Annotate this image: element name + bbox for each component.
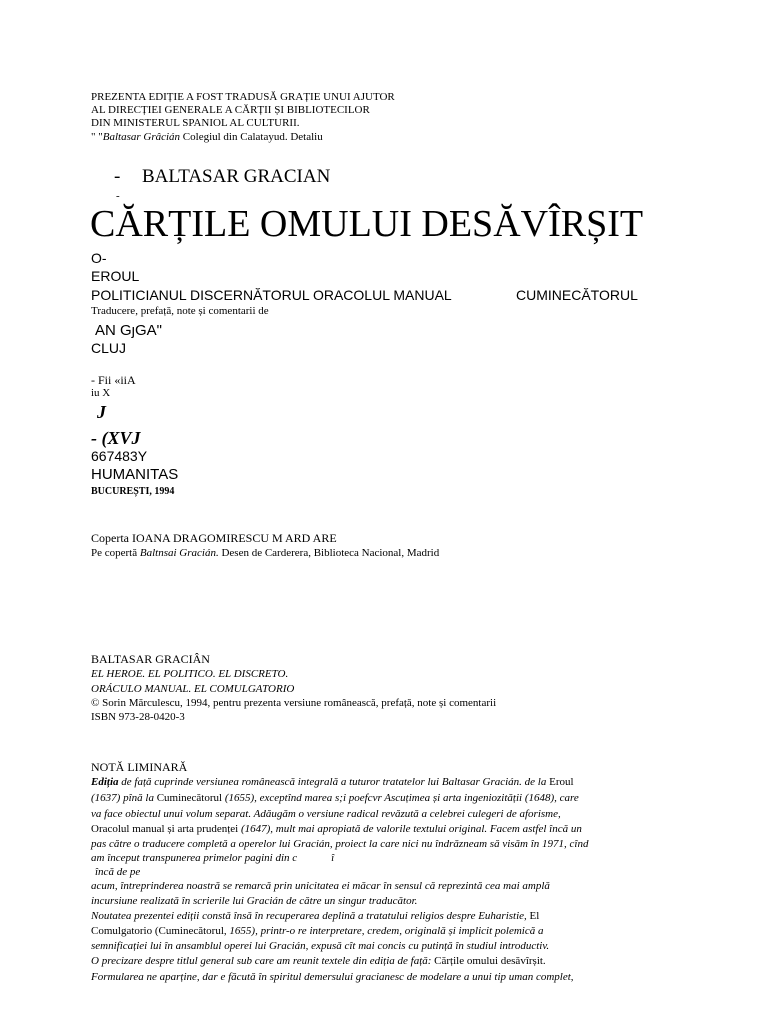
paragraph-line	[91, 852, 334, 865]
cover-credit-prefix: Pe copertă	[91, 547, 140, 559]
stamp-text: J	[97, 402, 106, 422]
text-italic: î	[331, 852, 335, 864]
text-italic: de față cuprinde versiunea românească integrală a tuturor tratatelor lui Baltasar Gracián. de la	[118, 776, 550, 788]
translation-note-line: DIN MINISTERUL SPANIOL AL CULTURII.	[91, 117, 300, 129]
stamp-text: iu X	[91, 387, 111, 399]
paragraph-line	[91, 910, 539, 923]
caption-rest: Colegiul din Calatayud. Detaliu	[180, 131, 323, 143]
caption-quote-mark: " "	[91, 131, 103, 143]
publisher: HUMANITAS	[91, 466, 179, 483]
translation-note-line: PREZENTA EDIȚIE A FOST TRADUSĂ GRAȚIE UNUI AJUTOR	[91, 91, 395, 103]
text-italic: (1655), exceptînd marea s;i poefcvr Ascuțimea și arta ingeniozității (1648), care	[222, 792, 579, 804]
cover-credit-rest: Desen de Carderera, Biblioteca Nacional, Madrid	[218, 547, 440, 559]
paragraph-line: încă de pe	[95, 866, 141, 878]
paragraph-line: incursiune realizată în scrierile lui Gracián de către un singur traducător.	[91, 895, 418, 907]
cover-credit-italic: Baltnsai Gracián.	[139, 547, 219, 559]
paragraph-line	[91, 955, 546, 968]
text-italic: 1655), printr-o re interpretare, credem, originală și implicit polemică a	[229, 925, 544, 937]
text-italic: (1637) pînă la	[91, 792, 157, 804]
stamp-text: - Fii «iiA	[91, 373, 136, 387]
cover-credit: Coperta IOANA DRAGOMIRESCU M ARD ARE	[91, 531, 337, 545]
copyright-line: © Sorin Mărculescu, 1994, pentru prezenta versiune românească, prefață, note și comentarii	[91, 697, 497, 709]
author-dash: -	[114, 166, 121, 187]
original-author: BALTASAR GRACIÂN	[91, 652, 210, 666]
small-dash: -	[116, 190, 120, 202]
caption-italic: Baltasar Grâcián	[102, 131, 181, 143]
isbn: ISBN 973-28-0420-3	[91, 711, 185, 723]
text-normal: Oracolul manual și arta prudenței	[91, 823, 239, 835]
book-title: CĂRȚILE OMULUI DESĂVÎRȘIT	[90, 203, 644, 245]
text-bold: Ediția	[91, 776, 119, 788]
translator-line: Traducere, prefață, note și comentarii de	[91, 305, 269, 317]
author-name: BALTASAR GRACIAN	[142, 166, 331, 187]
work-title: CUMINECĂTORUL	[516, 287, 638, 303]
cover-credit-detail	[91, 547, 439, 560]
paragraph-line: Formularea ne aparține, dar e făcută în spiritul demersului gracianesc de modelare a unui tip uman complet,	[91, 971, 574, 983]
work-title: EROUL	[91, 268, 140, 284]
publisher-place: BUCUREȘTI, 1994	[91, 486, 175, 497]
stamp-text: - (XVJ	[91, 428, 141, 448]
cover-illustration-caption	[91, 131, 323, 144]
paragraph-line	[91, 776, 574, 789]
o-mark: O-	[91, 250, 107, 266]
text-italic: (1647), mult mai apropiată de valorile textului original. Facem astfel încă un	[238, 823, 582, 835]
inventory-number: 667483Y	[91, 448, 148, 464]
text-italic: O precizare despre titlul general sub care am reunit textele din ediția de față:	[91, 955, 435, 967]
text-italic: Noutatea prezentei ediții constă însă în recuperarea deplină a tratatului religios despre Euharistie,	[91, 910, 527, 922]
paragraph-line: acum, întreprinderea noastră se remarcă prin unicitatea ei măcar în sensul că reprezintă cea mai amplă	[91, 880, 550, 892]
text-normal: Comulgatorio (Cuminecătorul,	[91, 925, 230, 937]
translation-note-line: AL DIRECȚIEI GENERALE A CĂRȚII ȘI BIBLIOTECILOR	[91, 104, 370, 116]
paragraph-line: va face obiectul unui volum separat. Adăugăm o versiune radical revăzută a celebrei culegeri de aforisme,	[91, 808, 561, 820]
text-normal: Cuminecătorul	[156, 792, 223, 804]
paragraph-line: semnificației lui în ansamblul operei lui Gracián, expusă cît mai concis cu putință în studiul introductiv.	[91, 940, 550, 952]
paragraph-line: pas către o traducere completă a operelor lui Gracián, proiect la care nici nu îndrăzneam să visăm în 1971, cînd	[91, 838, 589, 850]
text-normal: El	[526, 910, 540, 922]
city: CLUJ	[91, 340, 127, 356]
paragraph-line	[91, 792, 579, 805]
section-heading: NOTĂ LIMINARĂ	[91, 760, 188, 774]
original-titles: EL HEROE. EL POLITICO. EL DISCRETO.	[91, 668, 289, 680]
original-titles: ORÁCULO MANUAL. EL COMULGATORIO	[91, 683, 295, 695]
translator-name: AN GȷGA"	[95, 322, 163, 339]
text-italic: am început transpunerea primelor pagini din c	[91, 852, 298, 864]
works-list: POLITICIANUL DISCERNĂTORUL ORACOLUL MANUAL	[91, 287, 452, 303]
paragraph-line	[91, 823, 582, 836]
text-normal: Cărțile omului desăvîrșit.	[434, 955, 546, 967]
text-normal: Eroul	[549, 776, 574, 788]
paragraph-line	[91, 925, 543, 938]
